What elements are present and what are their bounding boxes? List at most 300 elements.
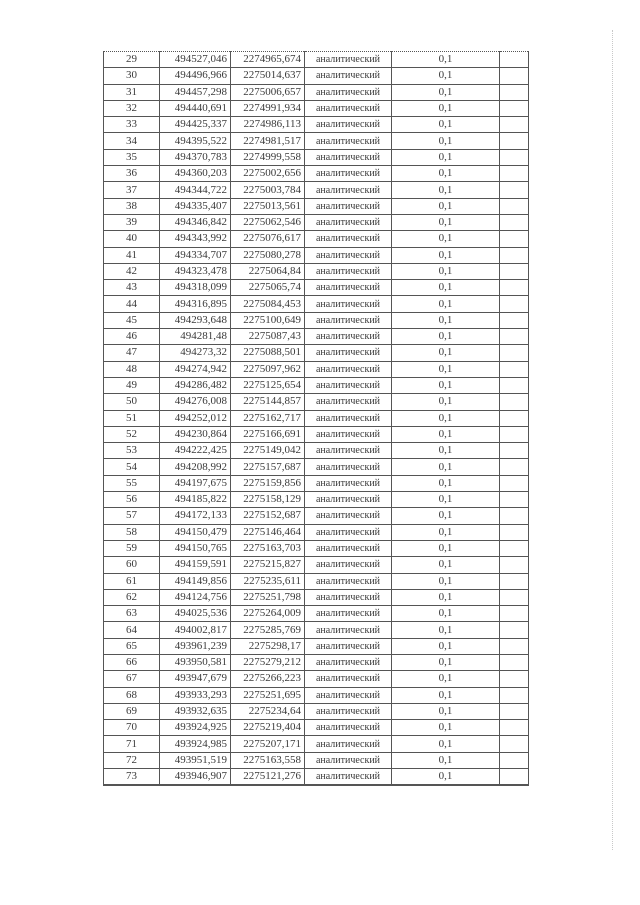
method-cell: аналитический: [305, 654, 392, 670]
table-row: [104, 671, 529, 687]
table-row: [104, 606, 529, 622]
table-row: [104, 622, 529, 638]
table-row: [104, 100, 529, 116]
empty-cell: [500, 214, 529, 230]
method-cell: аналитический: [305, 540, 392, 556]
point-number-cell: 68: [104, 687, 160, 703]
x-coordinate-cell: 494281,48: [160, 329, 231, 345]
x-coordinate-cell: 494276,008: [160, 394, 231, 410]
y-coordinate-cell: 2275084,453: [231, 296, 305, 312]
point-number-cell: 71: [104, 736, 160, 752]
x-coordinate-cell: 494323,478: [160, 263, 231, 279]
table-row: [104, 182, 529, 198]
table-row: [104, 231, 529, 247]
x-coordinate-cell: 494335,407: [160, 198, 231, 214]
table-row: [104, 198, 529, 214]
table-row: [104, 117, 529, 133]
error-cell: 0,1: [392, 769, 500, 786]
empty-cell: [500, 345, 529, 361]
table-row: [104, 573, 529, 589]
point-number-cell: 73: [104, 769, 160, 786]
method-cell: аналитический: [305, 361, 392, 377]
y-coordinate-cell: 2275014,637: [231, 68, 305, 84]
x-coordinate-cell: 494025,536: [160, 606, 231, 622]
empty-cell: [500, 703, 529, 719]
error-cell: 0,1: [392, 606, 500, 622]
error-cell: 0,1: [392, 540, 500, 556]
method-cell: аналитический: [305, 68, 392, 84]
point-number-cell: 66: [104, 654, 160, 670]
error-cell: 0,1: [392, 492, 500, 508]
method-cell: аналитический: [305, 508, 392, 524]
y-coordinate-cell: 2275062,546: [231, 214, 305, 230]
table-row: [104, 52, 529, 68]
method-cell: аналитический: [305, 149, 392, 165]
y-coordinate-cell: 2275087,43: [231, 329, 305, 345]
empty-cell: [500, 443, 529, 459]
x-coordinate-cell: 494150,479: [160, 524, 231, 540]
y-coordinate-cell: 2275235,611: [231, 573, 305, 589]
y-coordinate-cell: 2275207,171: [231, 736, 305, 752]
y-coordinate-cell: 2275149,042: [231, 443, 305, 459]
empty-cell: [500, 687, 529, 703]
table-row: [104, 524, 529, 540]
x-coordinate-cell: 494318,099: [160, 280, 231, 296]
point-number-cell: 46: [104, 329, 160, 345]
empty-cell: [500, 573, 529, 589]
empty-cell: [500, 117, 529, 133]
method-cell: аналитический: [305, 312, 392, 328]
empty-cell: [500, 426, 529, 442]
error-cell: 0,1: [392, 638, 500, 654]
empty-cell: [500, 638, 529, 654]
y-coordinate-cell: 2275163,558: [231, 752, 305, 768]
point-number-cell: 64: [104, 622, 160, 638]
point-number-cell: 38: [104, 198, 160, 214]
x-coordinate-cell: 494496,966: [160, 68, 231, 84]
error-cell: 0,1: [392, 361, 500, 377]
error-cell: 0,1: [392, 589, 500, 605]
x-coordinate-cell: 494185,822: [160, 492, 231, 508]
point-number-cell: 39: [104, 214, 160, 230]
y-coordinate-cell: 2275076,617: [231, 231, 305, 247]
error-cell: 0,1: [392, 52, 500, 68]
x-coordinate-cell: 494457,298: [160, 84, 231, 100]
table-row: [104, 720, 529, 736]
method-cell: аналитический: [305, 622, 392, 638]
y-coordinate-cell: 2275097,962: [231, 361, 305, 377]
method-cell: аналитический: [305, 443, 392, 459]
method-cell: аналитический: [305, 720, 392, 736]
point-number-cell: 48: [104, 361, 160, 377]
method-cell: аналитический: [305, 231, 392, 247]
y-coordinate-cell: 2275251,798: [231, 589, 305, 605]
x-coordinate-cell: 494425,337: [160, 117, 231, 133]
x-coordinate-cell: 494343,992: [160, 231, 231, 247]
error-cell: 0,1: [392, 687, 500, 703]
error-cell: 0,1: [392, 410, 500, 426]
x-coordinate-cell: 494273,32: [160, 345, 231, 361]
table-row: [104, 361, 529, 377]
error-cell: 0,1: [392, 426, 500, 442]
x-coordinate-cell: 493950,581: [160, 654, 231, 670]
y-coordinate-cell: 2275064,84: [231, 263, 305, 279]
y-coordinate-cell: 2275144,857: [231, 394, 305, 410]
x-coordinate-cell: 494149,856: [160, 573, 231, 589]
y-coordinate-cell: 2275080,278: [231, 247, 305, 263]
point-number-cell: 42: [104, 263, 160, 279]
table-row: [104, 508, 529, 524]
error-cell: 0,1: [392, 296, 500, 312]
table-row: [104, 263, 529, 279]
error-cell: 0,1: [392, 84, 500, 100]
empty-cell: [500, 589, 529, 605]
table-row: [104, 459, 529, 475]
empty-cell: [500, 100, 529, 116]
point-number-cell: 34: [104, 133, 160, 149]
method-cell: аналитический: [305, 687, 392, 703]
x-coordinate-cell: 493961,239: [160, 638, 231, 654]
table-row: [104, 426, 529, 442]
point-number-cell: 35: [104, 149, 160, 165]
y-coordinate-cell: 2275266,223: [231, 671, 305, 687]
point-number-cell: 57: [104, 508, 160, 524]
x-coordinate-cell: 494334,707: [160, 247, 231, 263]
error-cell: 0,1: [392, 443, 500, 459]
method-cell: аналитический: [305, 492, 392, 508]
method-cell: аналитический: [305, 329, 392, 345]
error-cell: 0,1: [392, 149, 500, 165]
empty-cell: [500, 492, 529, 508]
method-cell: аналитический: [305, 182, 392, 198]
table-row: [104, 84, 529, 100]
y-coordinate-cell: 2275163,703: [231, 540, 305, 556]
table-row: [104, 475, 529, 491]
empty-cell: [500, 68, 529, 84]
point-number-cell: 50: [104, 394, 160, 410]
point-number-cell: 60: [104, 557, 160, 573]
y-coordinate-cell: 2274991,934: [231, 100, 305, 116]
empty-cell: [500, 671, 529, 687]
x-coordinate-cell: 493924,925: [160, 720, 231, 736]
error-cell: 0,1: [392, 736, 500, 752]
method-cell: аналитический: [305, 638, 392, 654]
point-number-cell: 72: [104, 752, 160, 768]
point-number-cell: 70: [104, 720, 160, 736]
table-row: [104, 443, 529, 459]
x-coordinate-cell: 494293,648: [160, 312, 231, 328]
point-number-cell: 44: [104, 296, 160, 312]
y-coordinate-cell: 2275215,827: [231, 557, 305, 573]
error-cell: 0,1: [392, 312, 500, 328]
table-row: [104, 687, 529, 703]
point-number-cell: 33: [104, 117, 160, 133]
y-coordinate-cell: 2275285,769: [231, 622, 305, 638]
point-number-cell: 29: [104, 52, 160, 68]
point-number-cell: 55: [104, 475, 160, 491]
point-number-cell: 63: [104, 606, 160, 622]
empty-cell: [500, 622, 529, 638]
empty-cell: [500, 280, 529, 296]
y-coordinate-cell: 2275006,657: [231, 84, 305, 100]
point-number-cell: 69: [104, 703, 160, 719]
empty-cell: [500, 52, 529, 68]
empty-cell: [500, 769, 529, 786]
y-coordinate-cell: 2275298,17: [231, 638, 305, 654]
table-row: [104, 149, 529, 165]
method-cell: аналитический: [305, 198, 392, 214]
y-coordinate-cell: 2275125,654: [231, 377, 305, 393]
point-number-cell: 51: [104, 410, 160, 426]
error-cell: 0,1: [392, 182, 500, 198]
empty-cell: [500, 606, 529, 622]
x-coordinate-cell: 494150,765: [160, 540, 231, 556]
table-row: [104, 410, 529, 426]
table-row: [104, 345, 529, 361]
point-number-cell: 47: [104, 345, 160, 361]
empty-cell: [500, 394, 529, 410]
empty-cell: [500, 231, 529, 247]
method-cell: аналитический: [305, 475, 392, 491]
x-coordinate-cell: 494286,482: [160, 377, 231, 393]
table-row: [104, 214, 529, 230]
y-coordinate-cell: 2274981,517: [231, 133, 305, 149]
empty-cell: [500, 247, 529, 263]
y-coordinate-cell: 2275251,695: [231, 687, 305, 703]
error-cell: 0,1: [392, 524, 500, 540]
error-cell: 0,1: [392, 280, 500, 296]
x-coordinate-cell: 494124,756: [160, 589, 231, 605]
method-cell: аналитический: [305, 394, 392, 410]
table-row: [104, 540, 529, 556]
empty-cell: [500, 475, 529, 491]
x-coordinate-cell: 493932,635: [160, 703, 231, 719]
error-cell: 0,1: [392, 703, 500, 719]
x-coordinate-cell: 494172,133: [160, 508, 231, 524]
table-row: [104, 769, 529, 786]
method-cell: аналитический: [305, 459, 392, 475]
error-cell: 0,1: [392, 752, 500, 768]
y-coordinate-cell: 2274999,558: [231, 149, 305, 165]
error-cell: 0,1: [392, 198, 500, 214]
empty-cell: [500, 524, 529, 540]
error-cell: 0,1: [392, 329, 500, 345]
x-coordinate-cell: 494252,012: [160, 410, 231, 426]
y-coordinate-cell: 2275159,856: [231, 475, 305, 491]
point-number-cell: 41: [104, 247, 160, 263]
method-cell: аналитический: [305, 84, 392, 100]
error-cell: 0,1: [392, 508, 500, 524]
error-cell: 0,1: [392, 247, 500, 263]
error-cell: 0,1: [392, 100, 500, 116]
method-cell: аналитический: [305, 573, 392, 589]
method-cell: аналитический: [305, 133, 392, 149]
empty-cell: [500, 133, 529, 149]
x-coordinate-cell: 494346,842: [160, 214, 231, 230]
error-cell: 0,1: [392, 263, 500, 279]
method-cell: аналитический: [305, 166, 392, 182]
point-number-cell: 58: [104, 524, 160, 540]
x-coordinate-cell: 493924,985: [160, 736, 231, 752]
empty-cell: [500, 182, 529, 198]
x-coordinate-cell: 494370,783: [160, 149, 231, 165]
point-number-cell: 61: [104, 573, 160, 589]
empty-cell: [500, 263, 529, 279]
error-cell: 0,1: [392, 394, 500, 410]
point-number-cell: 59: [104, 540, 160, 556]
x-coordinate-cell: 494208,992: [160, 459, 231, 475]
method-cell: аналитический: [305, 736, 392, 752]
method-cell: аналитический: [305, 296, 392, 312]
point-number-cell: 32: [104, 100, 160, 116]
table-row: [104, 394, 529, 410]
point-number-cell: 52: [104, 426, 160, 442]
x-coordinate-cell: 494440,691: [160, 100, 231, 116]
y-coordinate-cell: 2275002,656: [231, 166, 305, 182]
empty-cell: [500, 361, 529, 377]
method-cell: аналитический: [305, 377, 392, 393]
empty-cell: [500, 84, 529, 100]
x-coordinate-cell: 493947,679: [160, 671, 231, 687]
empty-cell: [500, 654, 529, 670]
point-number-cell: 53: [104, 443, 160, 459]
empty-cell: [500, 557, 529, 573]
y-coordinate-cell: 2275234,64: [231, 703, 305, 719]
method-cell: аналитический: [305, 345, 392, 361]
method-cell: аналитический: [305, 52, 392, 68]
method-cell: аналитический: [305, 263, 392, 279]
y-coordinate-cell: 2275162,717: [231, 410, 305, 426]
table-row: [104, 492, 529, 508]
y-coordinate-cell: 2275088,501: [231, 345, 305, 361]
y-coordinate-cell: 2275279,212: [231, 654, 305, 670]
table-row: [104, 752, 529, 768]
table-row: [104, 638, 529, 654]
table-row: [104, 247, 529, 263]
point-number-cell: 54: [104, 459, 160, 475]
x-coordinate-cell: 493933,293: [160, 687, 231, 703]
error-cell: 0,1: [392, 622, 500, 638]
empty-cell: [500, 296, 529, 312]
x-coordinate-cell: 494316,895: [160, 296, 231, 312]
table-row: [104, 377, 529, 393]
y-coordinate-cell: 2275003,784: [231, 182, 305, 198]
point-number-cell: 65: [104, 638, 160, 654]
coordinates-table-body: [104, 52, 529, 786]
empty-cell: [500, 149, 529, 165]
y-coordinate-cell: 2275100,649: [231, 312, 305, 328]
empty-cell: [500, 459, 529, 475]
y-coordinate-cell: 2275065,74: [231, 280, 305, 296]
page-edge-line: [612, 30, 614, 850]
empty-cell: [500, 329, 529, 345]
empty-cell: [500, 540, 529, 556]
error-cell: 0,1: [392, 117, 500, 133]
x-coordinate-cell: 494527,046: [160, 52, 231, 68]
table-row: [104, 589, 529, 605]
error-cell: 0,1: [392, 345, 500, 361]
x-coordinate-cell: 494222,425: [160, 443, 231, 459]
point-number-cell: 56: [104, 492, 160, 508]
error-cell: 0,1: [392, 671, 500, 687]
x-coordinate-cell: 494360,203: [160, 166, 231, 182]
y-coordinate-cell: 2275152,687: [231, 508, 305, 524]
method-cell: аналитический: [305, 769, 392, 786]
table-row: [104, 703, 529, 719]
coordinates-table: [103, 51, 529, 786]
error-cell: 0,1: [392, 68, 500, 84]
method-cell: аналитический: [305, 606, 392, 622]
x-coordinate-cell: 494159,591: [160, 557, 231, 573]
x-coordinate-cell: 494344,722: [160, 182, 231, 198]
error-cell: 0,1: [392, 573, 500, 589]
y-coordinate-cell: 2274965,674: [231, 52, 305, 68]
method-cell: аналитический: [305, 589, 392, 605]
error-cell: 0,1: [392, 720, 500, 736]
table-row: [104, 557, 529, 573]
x-coordinate-cell: 494274,942: [160, 361, 231, 377]
method-cell: аналитический: [305, 410, 392, 426]
table-row: [104, 68, 529, 84]
table-row: [104, 312, 529, 328]
x-coordinate-cell: 494197,675: [160, 475, 231, 491]
point-number-cell: 31: [104, 84, 160, 100]
error-cell: 0,1: [392, 557, 500, 573]
method-cell: аналитический: [305, 426, 392, 442]
error-cell: 0,1: [392, 654, 500, 670]
x-coordinate-cell: 494230,864: [160, 426, 231, 442]
method-cell: аналитический: [305, 100, 392, 116]
y-coordinate-cell: 2275264,009: [231, 606, 305, 622]
error-cell: 0,1: [392, 166, 500, 182]
point-number-cell: 36: [104, 166, 160, 182]
point-number-cell: 40: [104, 231, 160, 247]
empty-cell: [500, 166, 529, 182]
method-cell: аналитический: [305, 117, 392, 133]
y-coordinate-cell: 2275219,404: [231, 720, 305, 736]
error-cell: 0,1: [392, 475, 500, 491]
x-coordinate-cell: 493951,519: [160, 752, 231, 768]
error-cell: 0,1: [392, 377, 500, 393]
point-number-cell: 37: [104, 182, 160, 198]
point-number-cell: 49: [104, 377, 160, 393]
point-number-cell: 67: [104, 671, 160, 687]
error-cell: 0,1: [392, 133, 500, 149]
point-number-cell: 62: [104, 589, 160, 605]
point-number-cell: 30: [104, 68, 160, 84]
empty-cell: [500, 410, 529, 426]
method-cell: аналитический: [305, 524, 392, 540]
empty-cell: [500, 752, 529, 768]
y-coordinate-cell: 2275166,691: [231, 426, 305, 442]
method-cell: аналитический: [305, 280, 392, 296]
error-cell: 0,1: [392, 231, 500, 247]
method-cell: аналитический: [305, 247, 392, 263]
table-row: [104, 133, 529, 149]
y-coordinate-cell: 2275157,687: [231, 459, 305, 475]
table-row: [104, 736, 529, 752]
table-row: [104, 166, 529, 182]
point-number-cell: 45: [104, 312, 160, 328]
method-cell: аналитический: [305, 752, 392, 768]
x-coordinate-cell: 494002,817: [160, 622, 231, 638]
method-cell: аналитический: [305, 557, 392, 573]
point-number-cell: 43: [104, 280, 160, 296]
method-cell: аналитический: [305, 214, 392, 230]
empty-cell: [500, 736, 529, 752]
error-cell: 0,1: [392, 459, 500, 475]
empty-cell: [500, 508, 529, 524]
